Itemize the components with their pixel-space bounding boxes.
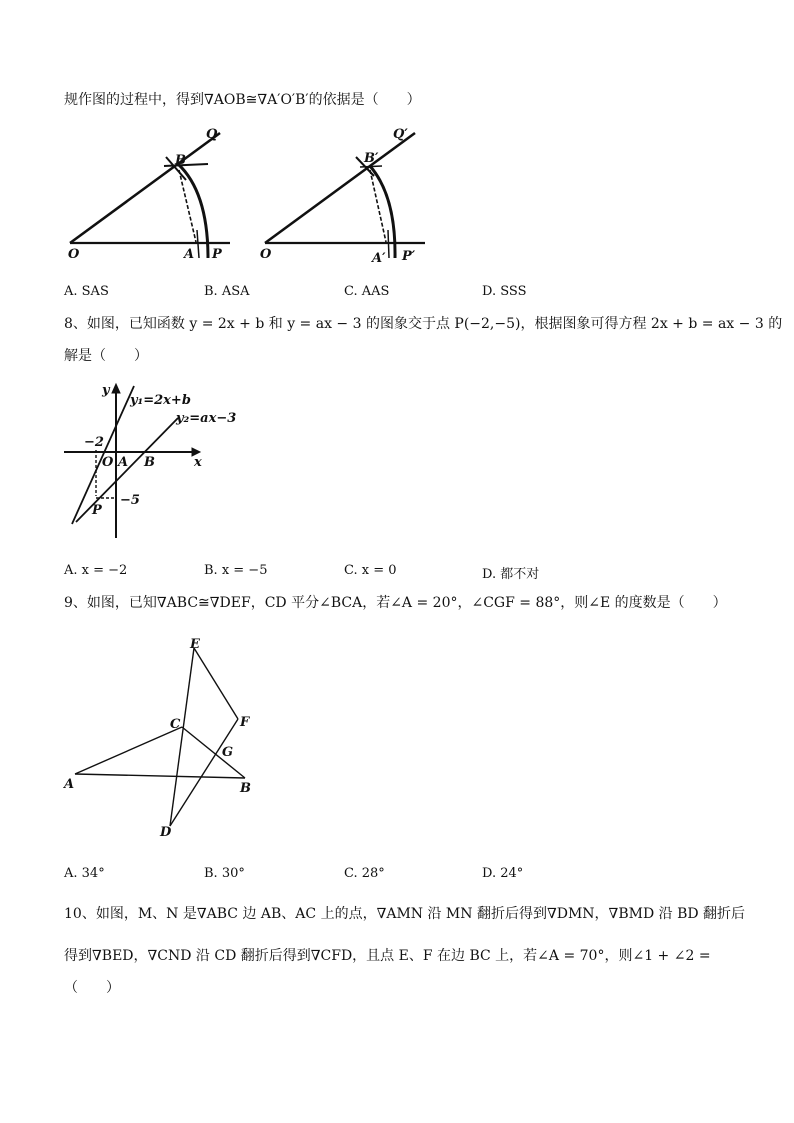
q8-option-b[interactable]: B. x = −5 xyxy=(204,563,268,578)
q9-stem: 9、如图，已知∇ABC≅∇DEF，CD 平分∠BCA，若∠A = 20°，∠CGF = 88°，则∠E 的度数是（ ） xyxy=(64,595,727,611)
q9-label-C: C xyxy=(170,717,181,732)
q7-right-label-O: O xyxy=(260,247,272,262)
q7-left-label-P: P xyxy=(212,247,222,262)
q8-stem-line1: 8、如图，已知函数 y = 2x + b 和 y = ax − 3 的图象交于点 P(−2,−5)，根据图象可得方程 2x + b = ax − 3 的 xyxy=(64,316,783,332)
q7-figures xyxy=(60,122,440,272)
q9-option-d[interactable]: D. 24° xyxy=(482,866,524,881)
q7-left-label-Q: Q xyxy=(206,127,218,142)
q9-label-A: A xyxy=(64,777,75,792)
q9-label-D: D xyxy=(160,825,172,840)
q7-figure-left xyxy=(70,133,230,258)
q8-option-c[interactable]: C. x = 0 xyxy=(344,563,397,578)
q7-right-label-A: A′ xyxy=(372,251,386,266)
q7-option-a[interactable]: A. SAS xyxy=(64,284,109,299)
q7-left-label-O: O xyxy=(68,247,80,262)
q9-option-a[interactable]: A. 34° xyxy=(64,866,105,881)
q7-left-label-A: A xyxy=(184,247,195,262)
q10-stem-line3: （ ） xyxy=(64,980,120,996)
q7-option-b[interactable]: B. ASA xyxy=(204,284,250,299)
q9-figure xyxy=(60,634,270,844)
q8-axis-y-label: y xyxy=(102,383,110,398)
q7-option-c[interactable]: C. AAS xyxy=(344,284,390,299)
q8-option-a[interactable]: A. x = −2 xyxy=(64,563,128,578)
q9-label-B: B xyxy=(240,781,251,796)
q8-line2-label: y₂=ax−3 xyxy=(176,411,237,426)
q9-option-b[interactable]: B. 30° xyxy=(204,866,245,881)
q7-option-d[interactable]: D. SSS xyxy=(482,284,527,299)
q9-label-F: F xyxy=(240,715,250,730)
q7-stem: 规作图的过程中，得到∇AOB≅∇A′O′B′的依据是（ ） xyxy=(64,92,421,108)
q7-right-label-B: B′ xyxy=(364,151,379,166)
q8-line1-label: y₁=2x+b xyxy=(130,393,191,408)
q9-label-E: E xyxy=(190,637,200,652)
q8-option-d[interactable]: D. 都不对 xyxy=(482,567,540,582)
q8-axis-x-label: x xyxy=(194,455,202,470)
q8-point-P-label: P xyxy=(92,503,102,518)
q10-stem-line1: 10、如图，M、N 是∇ABC 边 AB、AC 上的点，∇AMN 沿 MN 翻折后得到∇DMN，∇BMD 沿 BD 翻折后 xyxy=(64,906,746,922)
q7-right-label-P: P′ xyxy=(402,249,416,264)
q8-point-A-label: A xyxy=(118,455,129,470)
q8-tick-neg5: −5 xyxy=(120,493,140,508)
q8-stem-line2: 解是（ ） xyxy=(64,348,148,364)
q8-graph xyxy=(60,378,260,548)
q7-figure-right xyxy=(265,133,425,258)
q7-left-label-B: B xyxy=(175,153,186,168)
q9-label-G: G xyxy=(222,745,234,760)
q7-right-label-Q: Q′ xyxy=(393,127,408,142)
q8-tick-neg2: −2 xyxy=(84,435,104,450)
q9-option-c[interactable]: C. 28° xyxy=(344,866,385,881)
q8-origin-label: O xyxy=(102,455,114,470)
q10-stem-line2: 得到∇BED，∇CND 沿 CD 翻折后得到∇CFD，且点 E、F 在边 BC 上，若∠A = 70°，则∠1 + ∠2 = xyxy=(64,948,711,964)
q8-point-B-label: B xyxy=(144,455,155,470)
